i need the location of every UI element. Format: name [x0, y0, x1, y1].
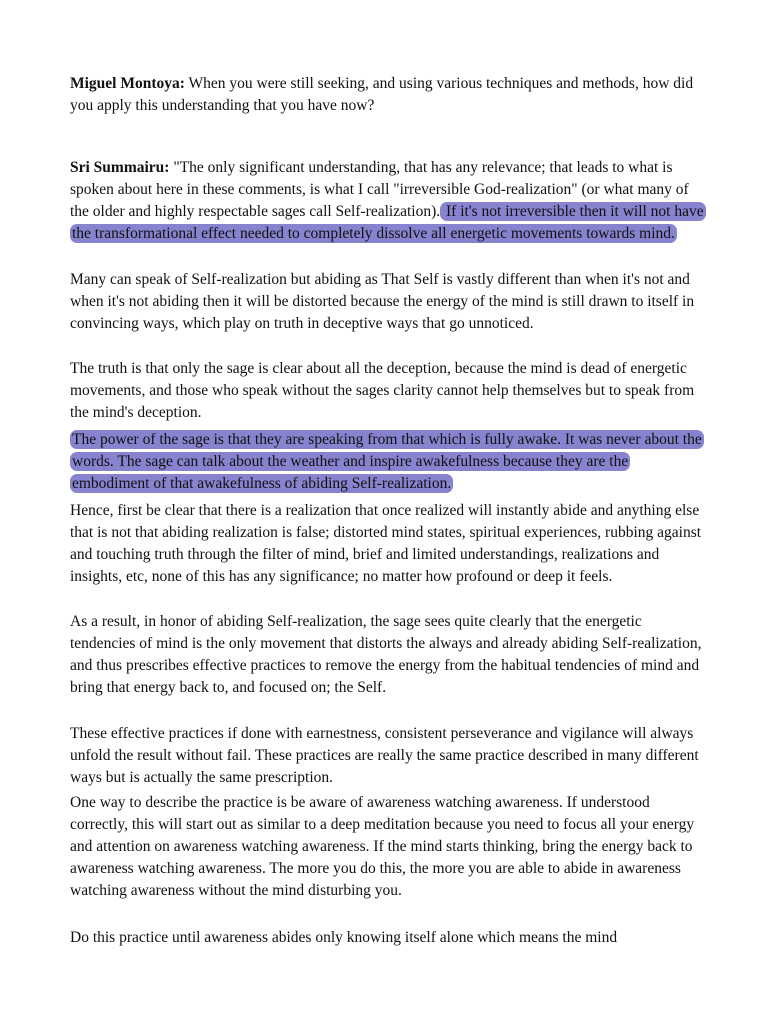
paragraph: As a result, in honor of abiding Self-realization, the sage sees quite clearly that the energetic tendencies of mind is the only movement that distorts the always and already abiding Self-realization, and thus prescribes effective practices to remove the energy from the habitual tendencies of mind and bring that energy back to, and focused on; the Self.	[70, 613, 702, 696]
paragraph: Many can speak of Self-realization but abiding as That Self is vastly different than when it's not and when it's not abiding then it will be distorted because the energy of the mind is still drawn to itself in convincing ways, which play on truth in deceptive ways that go unnoticed.	[70, 271, 695, 332]
highlighted-text: The power of the sage is that they are speaking from that which is fully awake. It was never about the words. The sage can talk about the weather and inspire awakefulness because they are the embodiment of that awakefulness of abiding Self-realization.	[72, 431, 702, 492]
paragraph-text: When you were still seeking, and using various techniques and methods, how did you apply this understanding that you have now?	[70, 75, 694, 114]
paragraph: Do this practice until awareness abides only knowing itself alone which means the mind	[70, 929, 618, 946]
paragraph: One way to describe the practice is be aware of awareness watching awareness. If understood correctly, this will start out as similar to a deep meditation because you need to focus all your energy and attention on awareness watching awareness. If the mind starts thinking, bring the energy back to awareness watching awareness. The more you do this, the more you are able to abide in awareness watching awareness without the mind disturbing you.	[70, 794, 695, 899]
highlighted-text: If it's not irreversible then it will not have the transformational effect needed to completely dissolve all energetic movements towards mind.	[72, 203, 704, 242]
paragraph-answer	[70, 157, 704, 245]
paragraph-text: "The only significant understanding, that has any relevance; that leads to what is spoken about here in these comments, is what I call "irreversible God-realization" (or what many of the older and highly respectable sages call Self-realization).	[70, 159, 689, 220]
paragraph-highlighted	[70, 429, 704, 495]
speaker-label: Miguel Montoya:	[70, 75, 185, 92]
speaker-label: Sri Summairu:	[70, 159, 170, 176]
paragraph: The truth is that only the sage is clear about all the deception, because the mind is dead of energetic movements, and those who speak without the sages clarity cannot help themselves but to speak from the mind's deception.	[70, 360, 695, 421]
paragraph: Hence, first be clear that there is a realization that once realized will instantly abide and anything else that is not that abiding realization is false; distorted mind states, spiritual experiences, rubbing against and touching truth through the filter of mind, brief and limited understandings, realizations and insights, etc, none of this has any significance; no matter how profound or deep it feels.	[70, 502, 702, 585]
paragraph: These effective practices if done with earnestness, consistent perseverance and vigilance will always unfold the result without fail. These practices are really the same practice described in many different ways but is actually the same prescription.	[70, 725, 699, 786]
paragraph-question	[70, 73, 704, 117]
